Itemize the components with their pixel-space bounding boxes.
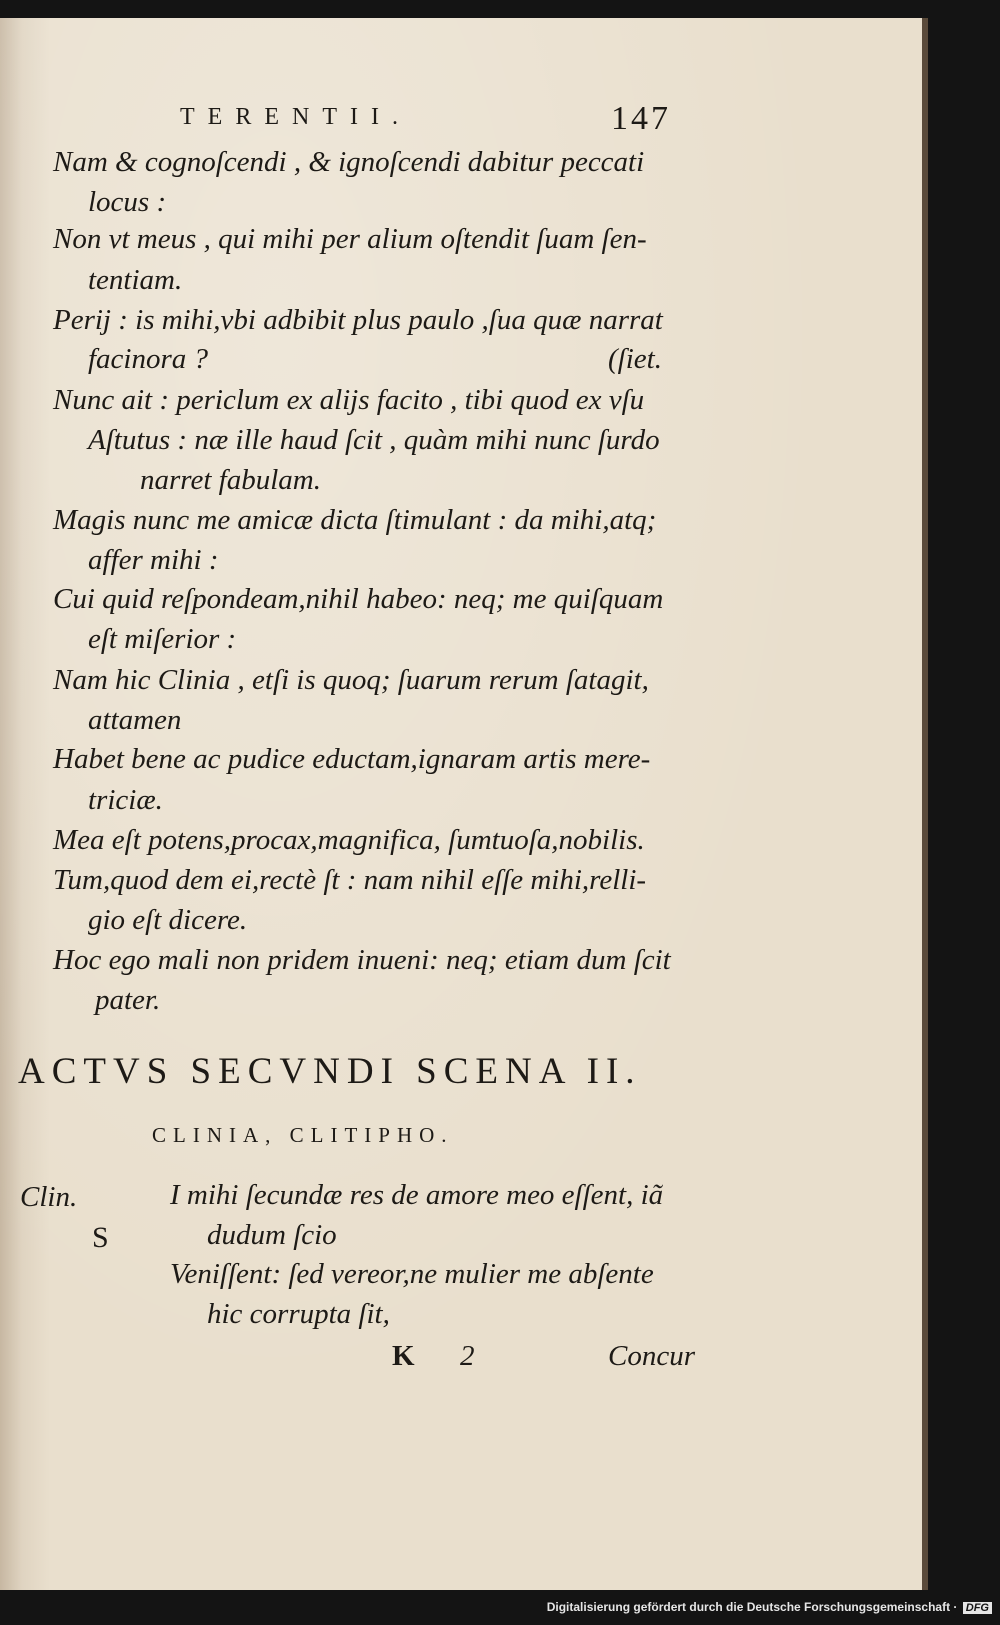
verse-line: facinora ? xyxy=(88,343,209,375)
verse-line: Nam hic Clinia , etſi is quoq; ſuarum rerum ſatagit, xyxy=(53,664,649,696)
verse-line: Perij : is mihi,vbi adbibit plus paulo ,ſua quæ narrat xyxy=(53,304,663,336)
verse-line: narret fabulam. xyxy=(140,464,321,496)
verse-line: Non vt meus , qui mihi per alium oſtendit ſuam ſen- xyxy=(53,223,647,255)
verse-line: Aſtutus : næ ille haud ſcit , quàm mihi nunc ſurdo xyxy=(88,424,660,456)
footer-text: Digitalisierung gefördert durch die Deutsche Forschungsgemeinschaft · xyxy=(546,1600,958,1614)
verse-line: tentiam. xyxy=(88,264,183,296)
verse-line: gio eſt dicere. xyxy=(88,904,248,936)
verse-line: pater. xyxy=(95,984,161,1016)
verse-line: Nunc ait : periclum ex aliјs facito , tibi quod ex vſu xyxy=(53,384,645,416)
act-heading: ACTVS SECVNDI SCENA II. xyxy=(18,1051,642,1092)
dfg-logo-icon: DFG xyxy=(963,1602,992,1614)
verse-line: eſt miſerior : xyxy=(88,623,237,655)
scene-line: hic corrupta ſit, xyxy=(207,1298,390,1330)
running-title: TERENTII. xyxy=(180,104,411,130)
page-header xyxy=(0,100,922,144)
verse-line: Cui quid reſpondeam,nihil habeo: neq; me quiſquam xyxy=(53,583,664,615)
verse-line: triciæ. xyxy=(88,784,163,816)
digitization-footer xyxy=(547,1600,992,1614)
signature-mark: K xyxy=(392,1340,415,1372)
verse-line: attamen xyxy=(88,704,182,736)
verse-line: Tum,quod dem ei,rectè ſt : nam nihil eſſe mihi,relli- xyxy=(53,864,647,896)
verse-line: Mea eſt potens,procax,magnifica, ſumtuoſa,nobilis. xyxy=(53,824,645,856)
verse-line: Magis nunc me amicæ dicta ſtimulant : da mihi,atq; xyxy=(53,504,657,536)
scene-line: Veniſſent: ſed vereor,ne mulier me abſente xyxy=(170,1258,654,1290)
scene-line: dudum ſcio xyxy=(207,1219,337,1251)
book-page xyxy=(0,18,922,1590)
scene-characters: CLINIA, CLITIPHO. xyxy=(152,1123,454,1147)
speaker-label: Clin. xyxy=(20,1181,78,1213)
book-spine-edge xyxy=(922,18,928,1590)
drop-cap: S xyxy=(92,1221,109,1254)
verse-line: locus : xyxy=(88,186,167,218)
verse-line: affer mihi : xyxy=(88,544,219,576)
verse-line: Hoc ego mali non pridem inueni: neq; etiam dum ſcit xyxy=(53,944,671,976)
verse-line: Nam & cognoſcendi , & ignoſcendi dabitur peccati xyxy=(53,146,645,178)
verse-line: Habet bene ac pudice eductam,ignaram artis mere- xyxy=(53,743,651,775)
verse-line: (ſiet. xyxy=(608,343,662,375)
catchword: Concur xyxy=(608,1340,695,1372)
scene-line: I mihi ſecundæ res de amore meo eſſent, iã xyxy=(170,1179,664,1211)
page-number: 147 xyxy=(611,100,671,137)
signature-number: 2 xyxy=(460,1340,475,1372)
